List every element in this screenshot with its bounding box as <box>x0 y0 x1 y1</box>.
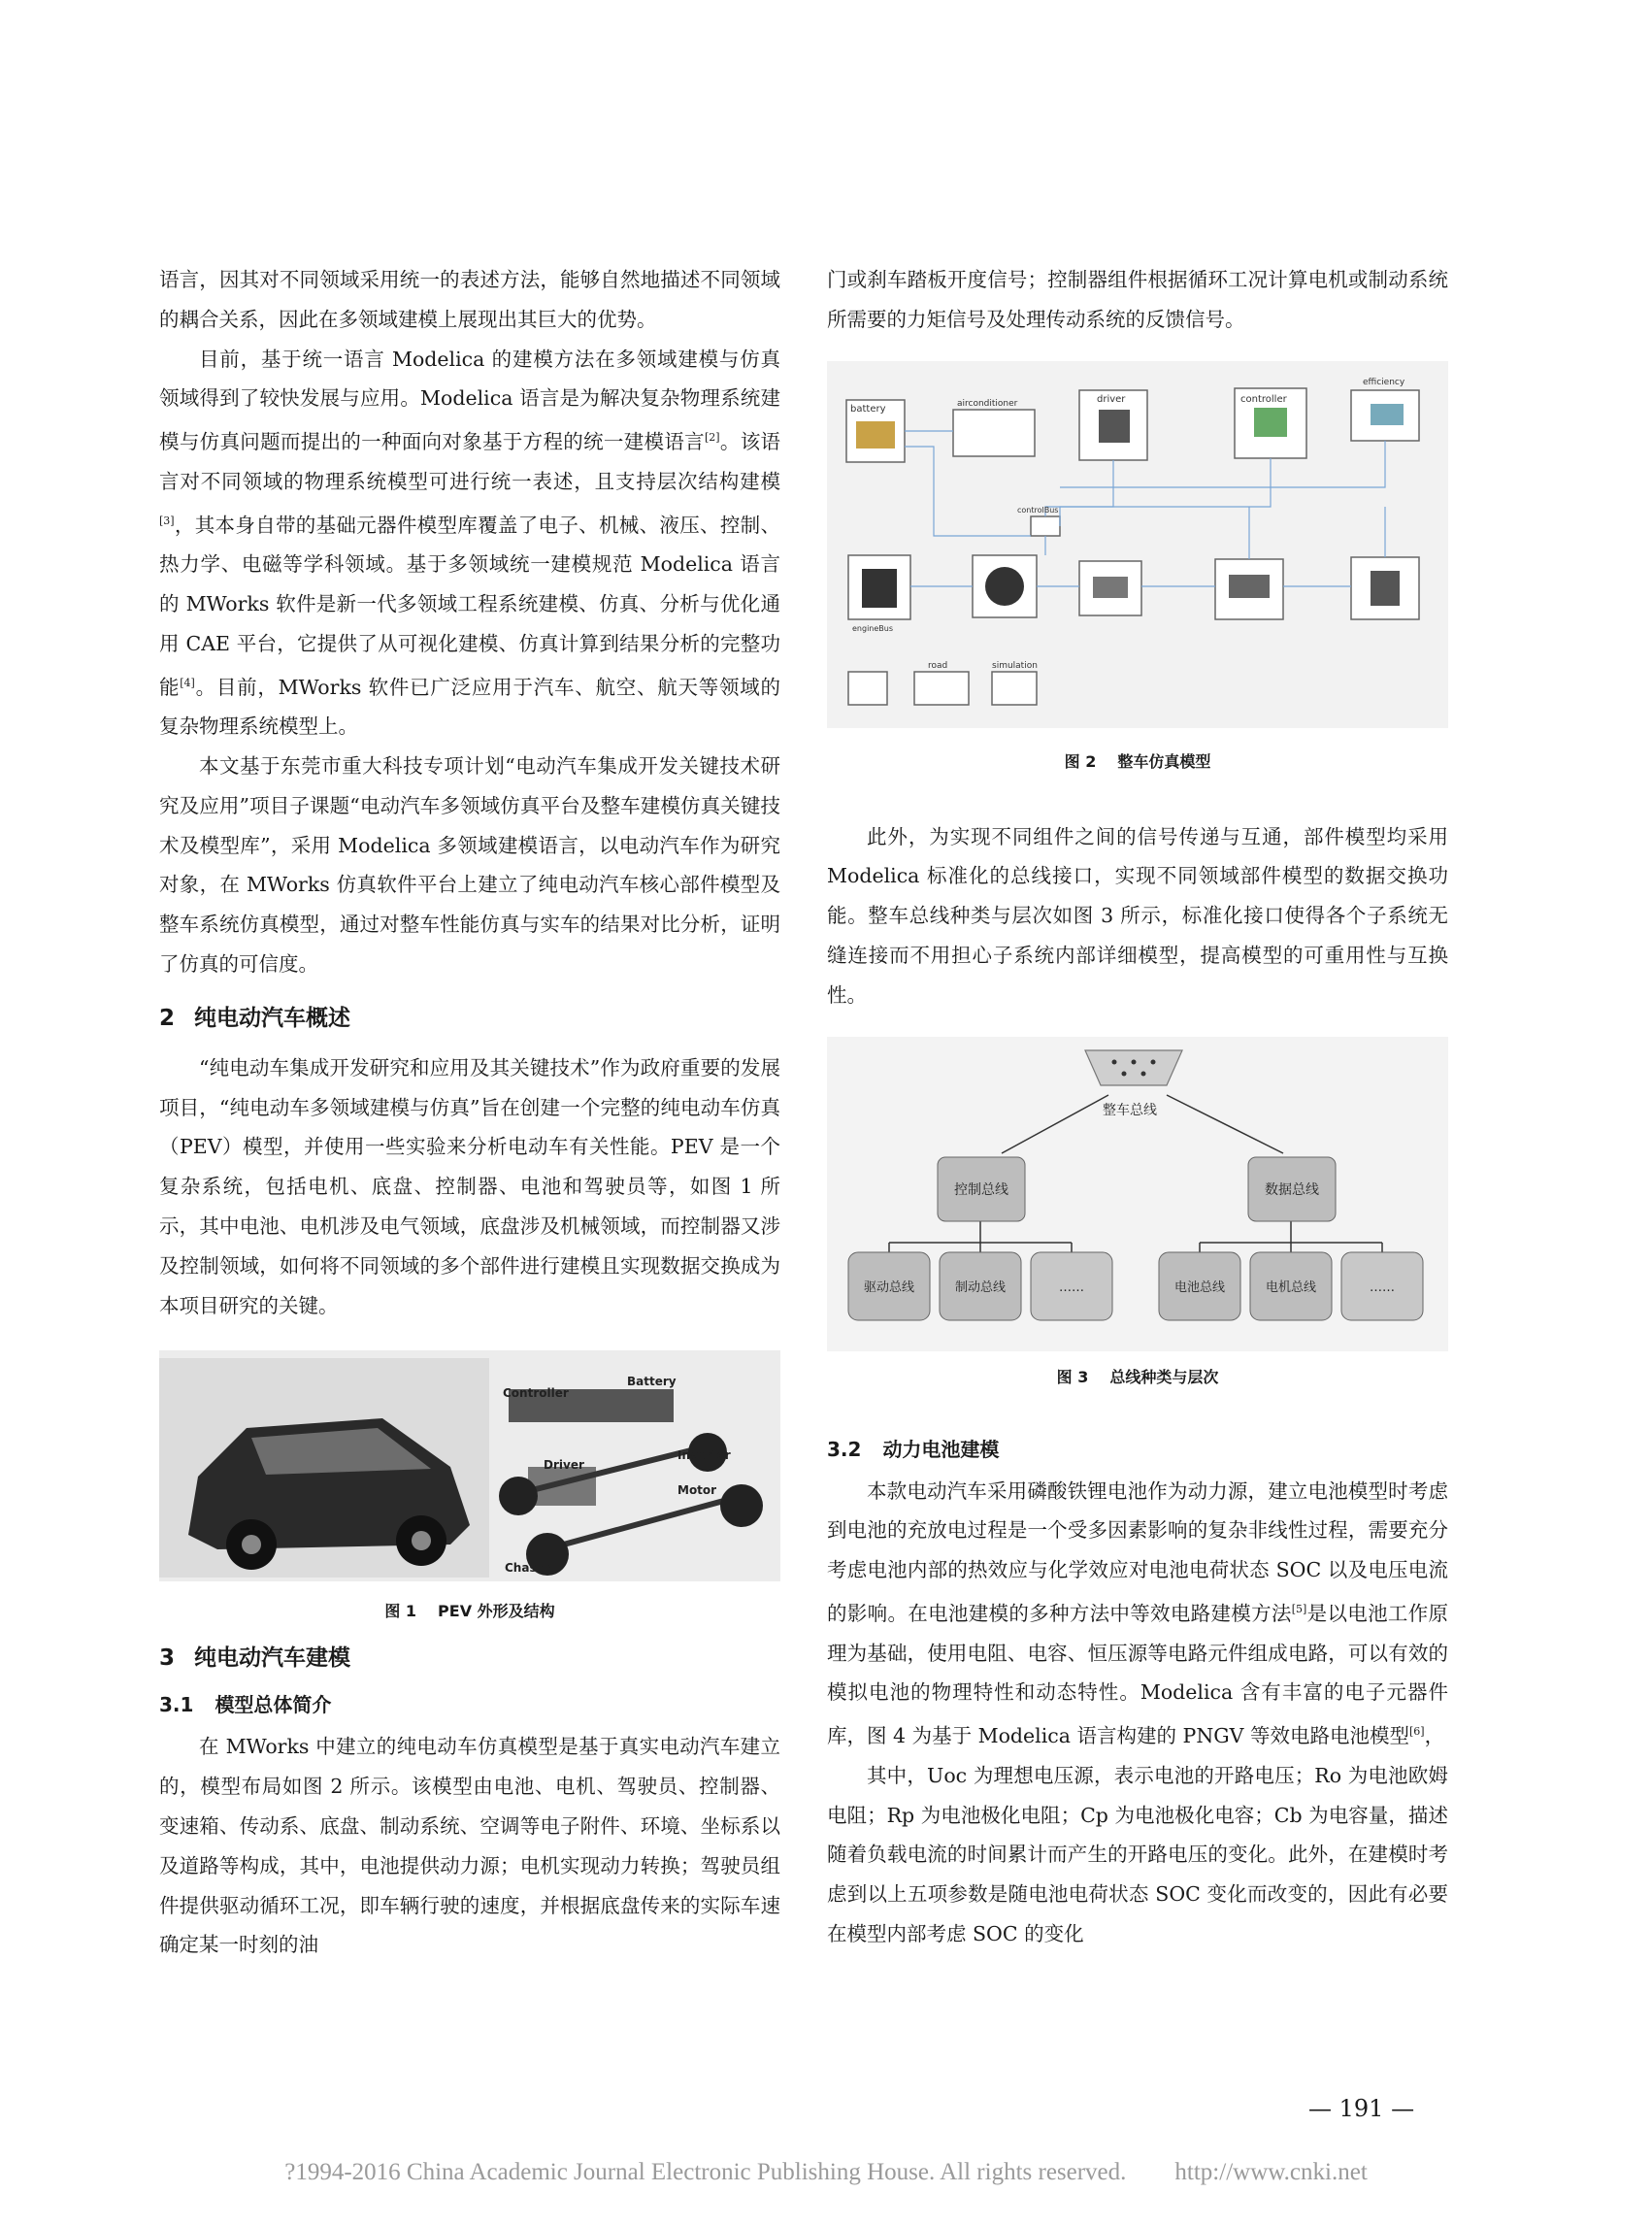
fig3-top-bus: 整车总线 <box>1103 1102 1157 1118</box>
fig3-leaf-more-1: …… <box>1059 1279 1084 1295</box>
fig1-label-controller: Controller <box>503 1386 569 1401</box>
footer-url[interactable]: http://www.cnki.net <box>1174 2159 1368 2185</box>
paragraph: 其中，Uoc 为理想电压源，表示电池的开路电压；Ro 为电池欧姆电阻；Rp 为电池极化电阻；Cp 为电池极化电容；Cb 为电容量，描述随着负载电流的时间累计而产生的开路电压的变化。此外，在建模时考虑到以上五项参数是随电池电荷状态 SOC 变化而改变的，因此有必要在模型内部考虑 SOC 的变化 <box>827 1763 1448 1945</box>
figure-1-pev-image <box>159 1350 780 1581</box>
fig2-label-driver: driver <box>1097 393 1126 405</box>
fig3-leaf-brake-bus: 制动总线 <box>954 1279 1007 1295</box>
figure-2-caption: 图 2 整车仿真模型 <box>1064 751 1211 771</box>
paragraph: 在 MWorks 中建立的纯电动车仿真模型是基于真实电动汽车建立的，模型布局如图 2 所示。该模型由电池、电机、驾驶员、控制器、变速箱、传动系、底盘、制动系统、空调等电子附件、环境、坐标系以及道路等构成，其中，电池提供动力源；电机实现动力转换；驾驶员组件提供驱动循环工况，即车辆行驶的速度，并根据底盘传来的实际车速确定某一时刻的油 <box>159 1735 780 1957</box>
paragraph: 门或刹车踏板开度信号；控制器组件根据循环工况计算电机或制动系统所需要的力矩信号及处理传动系统的反馈信号。 <box>827 268 1448 331</box>
fig2-label-controlbus: controlBus <box>1017 505 1059 515</box>
fig1-label-inverter: Inverter <box>677 1448 731 1463</box>
figure-3-bus-hierarchy <box>827 1037 1448 1351</box>
figure-2-vehicle-model <box>827 361 1448 728</box>
citation[interactable]: [6] <box>1408 1725 1425 1739</box>
figure-3-caption: 图 3 总线种类与层次 <box>1056 1367 1219 1386</box>
citation[interactable]: [4] <box>180 676 195 689</box>
fig1-label-chassis: Chassis <box>505 1561 554 1576</box>
fig2-label-battery: battery <box>850 403 886 415</box>
fig1-label-motor: Motor <box>677 1483 717 1498</box>
fig2-label-airconditioner: airconditioner <box>957 398 1018 409</box>
fig3-leaf-drive-bus: 驱动总线 <box>863 1279 915 1295</box>
section-heading: 2 纯电动汽车概述 <box>159 1005 351 1031</box>
footer <box>0 2159 1652 2186</box>
paragraph: 本款电动汽车采用磷酸铁锂电池作为动力源，建立电池模型时考虑到电池的充放电过程是一个受多因素影响的复杂非线性过程，需要充分考虑电池内部的热效应与化学效应对电池电荷状态 SOC 以及电压电流的影响。在电池建模的多种方法中等效电路建模方法[5]是以电池工作原理为基础，使用电阻、电容、恒压源等电路元件组成电路，可以有效的模拟电池的物理特性和动态特性。Modelica 含有丰富的电子元器件库，图 4 为基于 Modelica 语言构建的 PNGV 等效电路电池模型[6]， <box>827 1478 1449 1748</box>
subsection-heading: 3.1 模型总体简介 <box>159 1693 332 1717</box>
fig3-data-bus: 数据总线 <box>1265 1181 1319 1198</box>
fig1-label-battery: Battery <box>627 1375 677 1389</box>
paragraph: 本文基于东莞市重大科技专项计划“电动汽车集成开发关键技术研究及应用”项目子课题“电动汽车多领域仿真平台及整车建模仿真关键技术及模型库”，采用 Modelica 多领域建模语言，以电动汽车作为研究对象，在 MWorks 仿真软件平台上建立了纯电动汽车核心部件模型及整车系统仿真模型，通过对整车性能仿真与实车的结果对比分析，证明了仿真的可信度。 <box>159 754 780 977</box>
subsection-heading: 3.2 动力电池建模 <box>827 1437 1000 1461</box>
paragraph: 目前，基于统一语言 Modelica 的建模方法在多领域建模与仿真领域得到了较快发展与应用。Modelica 语言是为解决复杂物理系统建模与仿真问题而提出的一种面向对象基于方程的统一建模语言[2]。该语言对不同领域的物理系统模型可进行统一表述，且支持层次结构建模[3]，其本身自带的基础元器件模型库覆盖了电子、机械、液压、控制、热力学、电磁等学科领域。基于多领域统一建模规范 Modelica 语言的 MWorks 软件是新一代多领域工程系统建模、仿真、分析与优化通用 CAE 平台，它提供了从可视化建模、仿真计算到结果分析的完整功能[4]。目前，MWorks 软件已广泛应用于汽车、航空、航天等领域的复杂物理系统模型上。 <box>159 347 781 739</box>
page-number: — 191 — <box>1308 2095 1415 2122</box>
paragraph: 语言，因其对不同领域采用统一的表述方法，能够自然地描述不同领域的耦合关系，因此在多领域建模上展现出其巨大的优势。 <box>159 268 780 331</box>
right-column <box>827 260 1448 1954</box>
fig1-label-driver: Driver <box>544 1458 584 1473</box>
citation[interactable]: [3] <box>159 514 175 527</box>
fig2-label-enginebus: engineBus <box>852 623 894 633</box>
citation[interactable]: [5] <box>1291 1602 1307 1615</box>
left-column <box>159 260 780 1965</box>
fig3-leaf-motor-bus: 电机总线 <box>1265 1279 1317 1295</box>
fig3-leaf-more-2: …… <box>1370 1279 1395 1295</box>
fig3-leaf-battery-bus: 电池总线 <box>1173 1279 1226 1295</box>
figure-1-caption: 图 1 PEV 外形及结构 <box>384 1602 555 1621</box>
paragraph: “纯电动车集成开发研究和应用及其关键技术”作为政府重要的发展项目，“纯电动车多领域建模与仿真”旨在创建一个完整的纯电动车仿真（PEV）模型，并使用一些实验来分析电动车有关性能。PEV 是一个复杂系统，包括电机、底盘、控制器、电池和驾驶员等，如图 1 所示，其中电池、电机涉及电气领域，底盘涉及机械领域，而控制器又涉及控制领域，如何将不同领域的多个部件进行建模且实现数据交换成为本项目研究的关键。 <box>159 1055 780 1317</box>
fig2-label-simulation: simulation <box>992 660 1038 671</box>
citation[interactable]: [2] <box>704 431 720 445</box>
fig2-label-efficiency: efficiency <box>1363 377 1405 387</box>
fig2-label-road: road <box>928 660 948 671</box>
section-heading: 3 纯电动汽车建模 <box>159 1645 351 1672</box>
fig3-control-bus: 控制总线 <box>954 1181 1008 1198</box>
footer-copyright: ?1994-2016 China Academic Journal Electronic Publishing House. All rights reserved. <box>284 2159 1127 2185</box>
fig2-label-controller: controller <box>1240 393 1287 405</box>
paragraph: 此外，为实现不同组件之间的信号传递与互通，部件模型均采用 Modelica 标准化的总线接口，实现不同领域部件模型的数据交换功能。整车总线种类与层次如图 3 所示，标准化接口使得各个子系统无缝连接而不用担心子系统内部详细模型，提高模型的可重用性与互换性。 <box>827 824 1448 1007</box>
